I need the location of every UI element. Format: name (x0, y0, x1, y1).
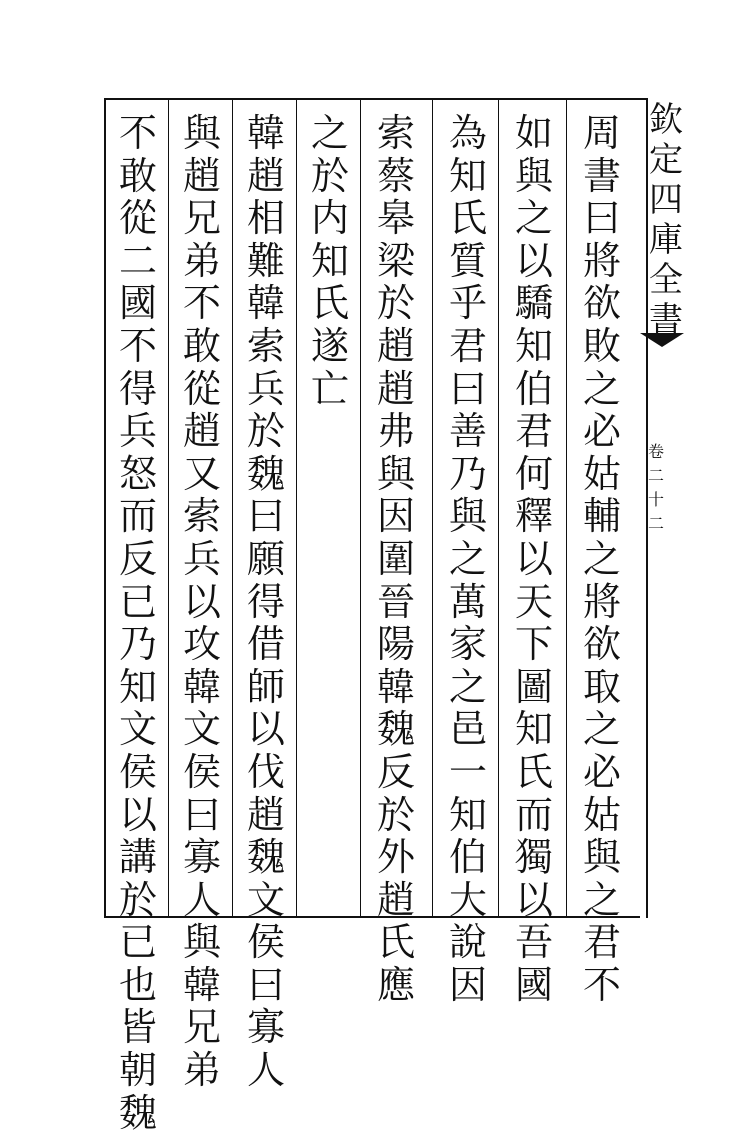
glyph: 伐 (246, 749, 285, 794)
glyph: 曰 (246, 962, 285, 1007)
glyph: 周 (582, 111, 621, 155)
glyph: 與 (182, 920, 221, 965)
glyph: 如 (514, 111, 553, 155)
glyph: 敢 (118, 153, 157, 198)
glyph: 侯 (182, 749, 221, 794)
glyph: 之 (448, 664, 487, 709)
title-glyph: 書 (649, 300, 683, 340)
glyph: 取 (582, 664, 621, 709)
glyph: 難 (246, 238, 285, 283)
glyph: 與 (448, 494, 487, 539)
glyph: 趙 (246, 153, 285, 198)
chapter-glyph: 二 (648, 514, 665, 533)
glyph: 輔 (582, 494, 621, 539)
glyph: 皋 (376, 196, 415, 241)
text-column-1 (576, 112, 628, 1006)
glyph: 借 (246, 622, 285, 667)
glyph: 萬 (448, 579, 487, 624)
glyph: 文 (182, 707, 221, 752)
glyph: 兵 (118, 409, 157, 454)
glyph: 侯 (118, 749, 157, 794)
glyph: 敗 (582, 323, 621, 368)
glyph: 二 (118, 238, 157, 283)
glyph: 之 (582, 536, 621, 581)
glyph: 弟 (182, 238, 221, 283)
glyph: 晉 (376, 579, 415, 624)
glyph: 從 (118, 196, 157, 241)
glyph: 兄 (182, 1005, 221, 1050)
glyph: 之 (582, 877, 621, 922)
glyph: 兵 (246, 366, 285, 411)
glyph: 乃 (448, 451, 487, 496)
glyph: 圍 (376, 536, 415, 581)
glyph: 以 (246, 707, 285, 752)
glyph: 遂 (310, 323, 349, 368)
glyph: 與 (582, 835, 621, 880)
glyph: 姑 (582, 451, 621, 496)
glyph: 韓 (182, 962, 221, 1007)
glyph: 必 (582, 749, 621, 794)
glyph: 趙 (182, 409, 221, 454)
margin-title (638, 100, 694, 500)
column-divider (498, 98, 499, 918)
glyph: 已 (118, 579, 157, 624)
glyph: 魏 (246, 835, 285, 880)
glyph: 怒 (118, 451, 157, 496)
glyph: 之 (310, 111, 349, 155)
glyph: 師 (246, 664, 285, 709)
glyph: 必 (582, 409, 621, 454)
glyph: 亡 (310, 366, 349, 411)
glyph: 曰 (582, 196, 621, 241)
glyph: 韓 (246, 281, 285, 326)
glyph: 之 (582, 366, 621, 411)
glyph: 朝 (118, 1048, 157, 1093)
glyph: 索 (246, 323, 285, 368)
glyph: 敢 (182, 323, 221, 368)
glyph: 講 (118, 835, 157, 880)
glyph: 文 (246, 877, 285, 922)
glyph: 曰 (246, 494, 285, 539)
glyph: 趙 (246, 792, 285, 837)
text-column-5 (304, 112, 356, 410)
glyph: 氏 (448, 196, 487, 241)
title-glyph: 定 (649, 140, 683, 180)
glyph: 於 (376, 792, 415, 837)
glyph: 魏 (246, 451, 285, 496)
glyph: 不 (582, 962, 621, 1007)
glyph: 魏 (118, 1090, 157, 1135)
glyph: 反 (118, 536, 157, 581)
glyph: 善 (448, 409, 487, 454)
text-column-6 (240, 112, 292, 1092)
glyph: 從 (182, 366, 221, 411)
glyph: 知 (448, 153, 487, 198)
column-divider (566, 98, 567, 918)
column-divider (432, 98, 433, 918)
glyph: 氏 (310, 281, 349, 326)
glyph: 知 (514, 707, 553, 752)
glyph: 韓 (182, 664, 221, 709)
glyph: 内 (310, 196, 349, 241)
glyph: 反 (376, 749, 415, 794)
chapter-glyph: 二 (648, 466, 665, 485)
glyph: 知 (118, 664, 157, 709)
glyph: 何 (514, 451, 553, 496)
column-divider (360, 98, 361, 918)
glyph: 氏 (376, 920, 415, 965)
title-glyph: 欽 (649, 100, 683, 140)
fish-tail-mark (640, 333, 684, 347)
glyph: 侯 (246, 920, 285, 965)
chapter-label (648, 440, 664, 536)
glyph: 國 (118, 281, 157, 326)
glyph: 天 (514, 579, 553, 624)
glyph: 不 (182, 281, 221, 326)
glyph: 獨 (514, 835, 553, 880)
glyph: 韓 (246, 111, 285, 155)
glyph: 得 (246, 579, 285, 624)
glyph: 一 (448, 749, 487, 794)
glyph: 知 (310, 238, 349, 283)
glyph: 以 (514, 536, 553, 581)
glyph: 之 (514, 196, 553, 241)
glyph: 將 (582, 238, 621, 283)
chapter-glyph: 十 (648, 490, 665, 509)
glyph: 趙 (376, 323, 415, 368)
glyph: 氏 (514, 749, 553, 794)
glyph: 又 (182, 451, 221, 496)
left-border (104, 98, 106, 918)
glyph: 寡 (246, 1005, 285, 1050)
text-column-7 (176, 112, 228, 1092)
glyph: 吾 (514, 920, 553, 965)
glyph: 皆 (118, 1005, 157, 1050)
glyph: 君 (448, 323, 487, 368)
glyph: 應 (376, 962, 415, 1007)
glyph: 趙 (376, 877, 415, 922)
glyph: 曰 (448, 366, 487, 411)
glyph: 君 (582, 920, 621, 965)
glyph: 與 (376, 451, 415, 496)
glyph: 文 (118, 707, 157, 752)
glyph: 與 (514, 153, 553, 198)
glyph: 知 (514, 323, 553, 368)
glyph: 因 (376, 494, 415, 539)
column-divider (296, 98, 297, 918)
glyph: 兄 (182, 196, 221, 241)
glyph: 欲 (582, 281, 621, 326)
glyph: 魏 (376, 707, 415, 752)
glyph: 以 (118, 792, 157, 837)
glyph: 索 (182, 494, 221, 539)
glyph: 伯 (514, 366, 553, 411)
glyph: 而 (514, 792, 553, 837)
glyph: 不 (118, 323, 157, 368)
glyph: 欲 (582, 622, 621, 667)
glyph: 與 (182, 111, 221, 155)
glyph: 乎 (448, 281, 487, 326)
glyph: 國 (514, 962, 553, 1007)
glyph: 釋 (514, 494, 553, 539)
glyph: 韓 (376, 664, 415, 709)
glyph: 願 (246, 536, 285, 581)
glyph: 索 (376, 111, 415, 155)
glyph: 質 (448, 238, 487, 283)
glyph: 人 (182, 877, 221, 922)
glyph: 相 (246, 196, 285, 241)
title-glyph: 四 (649, 180, 683, 220)
title-glyph: 全 (649, 260, 683, 300)
chapter-glyph: 卷 (648, 442, 665, 461)
glyph: 於 (118, 877, 157, 922)
glyph: 趙 (376, 366, 415, 411)
column-divider (232, 98, 233, 918)
glyph: 大 (448, 877, 487, 922)
glyph: 知 (448, 792, 487, 837)
glyph: 以 (514, 877, 553, 922)
glyph: 下 (514, 622, 553, 667)
glyph: 外 (376, 835, 415, 880)
text-column-2 (508, 112, 560, 1006)
title-glyph: 庫 (649, 220, 683, 260)
glyph: 君 (514, 409, 553, 454)
glyph: 不 (118, 111, 157, 155)
glyph: 兵 (182, 536, 221, 581)
glyph: 也 (118, 962, 157, 1007)
glyph: 蔡 (376, 153, 415, 198)
glyph: 於 (376, 281, 415, 326)
glyph: 伯 (448, 835, 487, 880)
glyph: 圖 (514, 664, 553, 709)
glyph: 陽 (376, 622, 415, 667)
glyph: 姑 (582, 792, 621, 837)
glyph: 攻 (182, 622, 221, 667)
glyph: 得 (118, 366, 157, 411)
glyph: 家 (448, 622, 487, 667)
glyph: 弗 (376, 409, 415, 454)
glyph: 為 (448, 111, 487, 155)
text-column-4 (370, 112, 422, 1006)
glyph: 於 (246, 409, 285, 454)
glyph: 趙 (182, 153, 221, 198)
glyph: 人 (246, 1048, 285, 1093)
text-column-3 (442, 112, 494, 1006)
glyph: 因 (448, 962, 487, 1007)
glyph: 驕 (514, 281, 553, 326)
text-column-8 (112, 112, 164, 1134)
glyph: 說 (448, 920, 487, 965)
column-divider (168, 98, 169, 918)
glyph: 梁 (376, 238, 415, 283)
glyph: 邑 (448, 707, 487, 752)
glyph: 於 (310, 153, 349, 198)
glyph: 而 (118, 494, 157, 539)
glyph: 曰 (182, 792, 221, 837)
glyph: 乃 (118, 622, 157, 667)
glyph: 寡 (182, 835, 221, 880)
glyph: 將 (582, 579, 621, 624)
glyph: 之 (448, 536, 487, 581)
glyph: 以 (514, 238, 553, 283)
glyph: 之 (582, 707, 621, 752)
glyph: 書 (582, 153, 621, 198)
glyph: 已 (118, 920, 157, 965)
glyph: 以 (182, 579, 221, 624)
glyph: 弟 (182, 1048, 221, 1093)
